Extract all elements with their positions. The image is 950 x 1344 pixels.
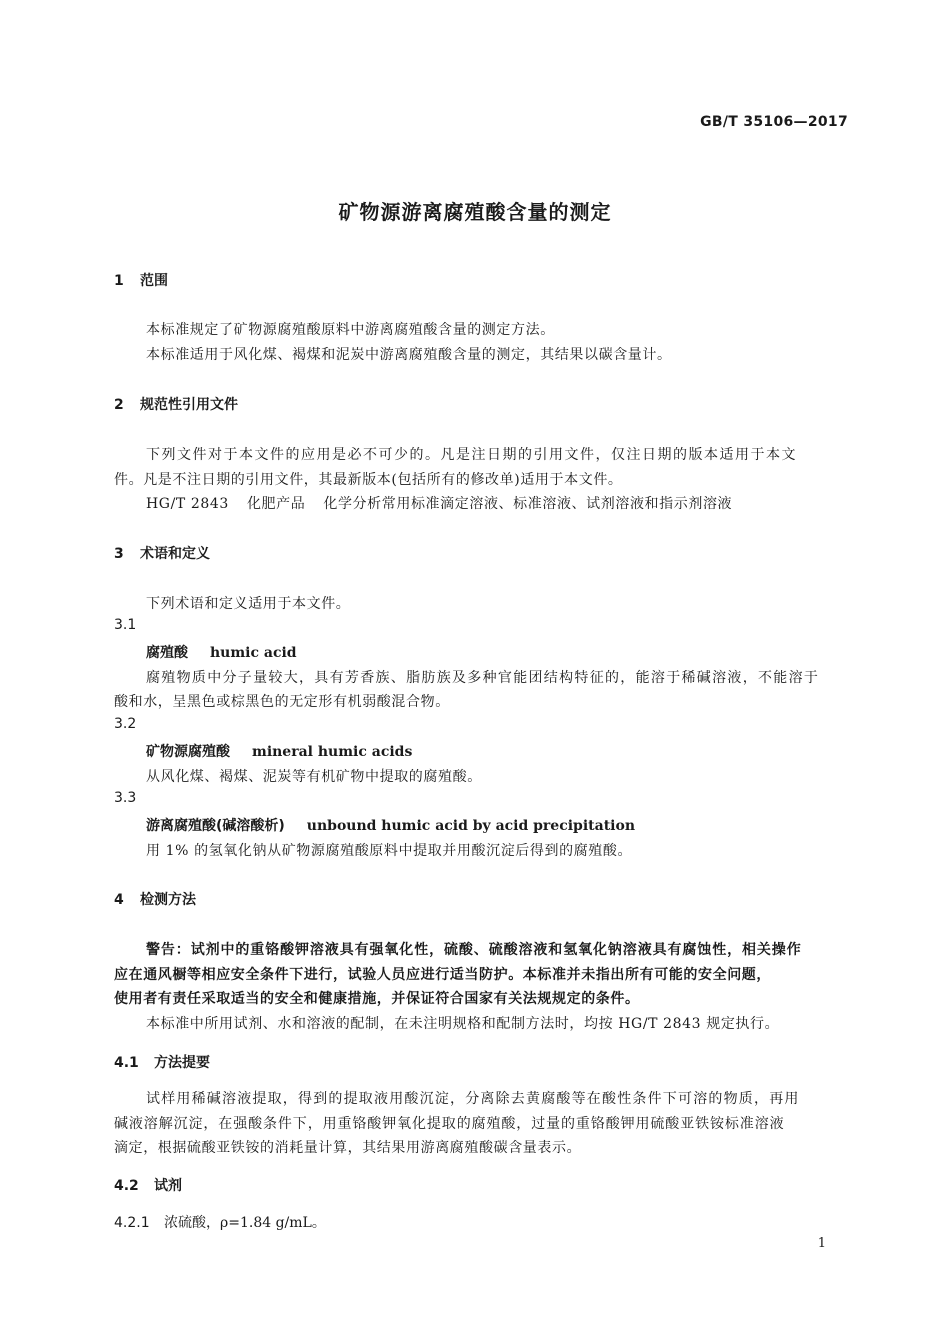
term-number: 3.1 [114, 617, 137, 633]
term-heading [146, 642, 297, 662]
definition-line: 腐殖物质中分子量较大，具有芳香族、脂肪族及多种官能团结构特征的，能溶于稀碱溶液，不能溶于 [146, 670, 820, 686]
term-en: humic acid [210, 645, 297, 661]
section-number: 4 [114, 892, 124, 908]
term-heading [146, 815, 635, 835]
subsection-title: 方法提要 [154, 1055, 210, 1071]
warning-line: 使用者有责任采取适当的安全和健康措施，并保证符合国家有关法规规定的条件。 [114, 991, 640, 1007]
section-title: 范围 [140, 273, 168, 289]
section-2-heading [114, 394, 238, 414]
clause-text: 浓硫酸，ρ=1.84 g/mL。 [164, 1215, 326, 1231]
section-title: 检测方法 [140, 892, 196, 908]
reference-code: HG/T 2843 [146, 496, 229, 512]
term-number: 3.3 [114, 790, 137, 806]
term-en: unbound humic acid by acid precipitation [306, 818, 636, 834]
term-heading [146, 741, 412, 761]
paragraph: 本标准规定了矿物源腐殖酸原料中游离腐殖酸含量的测定方法。 [146, 322, 555, 338]
definition-line: 酸和水，呈黑色或棕黑色的无定形有机弱酸混合物。 [114, 694, 450, 710]
paragraph: 下列术语和定义适用于本文件。 [146, 596, 351, 612]
standard-number: GB/T 35106—2017 [700, 114, 848, 130]
warning-line: 应在通风橱等相应安全条件下进行，试验人员应进行适当防护。本标准并未指出所有可能的安全问题， [114, 967, 771, 983]
definition: 从风化煤、褐煤、泥炭等有机矿物中提取的腐殖酸。 [146, 769, 482, 785]
document-title: 矿物源游离腐殖酸含量的测定 [338, 200, 612, 224]
subsection-number: 4.1 [114, 1055, 139, 1071]
paragraph: 本标准适用于风化煤、褐煤和泥炭中游离腐殖酸含量的测定，其结果以碳含量计。 [146, 347, 672, 363]
subsection-number: 4.2 [114, 1178, 139, 1194]
section-number: 2 [114, 397, 124, 413]
clause-number: 4.2.1 [114, 1215, 150, 1231]
paragraph-line: 试样用稀碱溶液提取，得到的提取液用酸沉淀，分离除去黄腐酸等在酸性条件下可溶的物质，再用 [146, 1091, 800, 1107]
section-number: 1 [114, 273, 124, 289]
section-1-heading [114, 270, 168, 290]
paragraph-line: 滴定，根据硫酸亚铁铵的消耗量计算，其结果用游离腐殖酸碳含量表示。 [114, 1140, 582, 1156]
section-3-heading [114, 543, 210, 563]
page-number: 1 [817, 1236, 826, 1251]
warning-line: 警告：试剂中的重铬酸钾溶液具有强氧化性，硫酸、硫酸溶液和氢氧化钠溶液具有腐蚀性，相关操作 [146, 942, 802, 958]
paragraph-line: 碱液溶解沉淀，在强酸条件下，用重铬酸钾氧化提取的腐殖酸，过量的重铬酸钾用硫酸亚铁铵标准溶液 [114, 1116, 785, 1132]
term-zh: 矿物源腐殖酸 [146, 744, 230, 760]
clause-4-2-1 [114, 1212, 326, 1232]
reference-title-part: 化学分析常用标准滴定溶液、标准溶液、试剂溶液和指示剂溶液 [323, 496, 733, 512]
section-title: 术语和定义 [140, 546, 210, 562]
section-number: 3 [114, 546, 124, 562]
subsection-4-2-heading [114, 1175, 182, 1195]
paragraph-line: 下列文件对于本文件的应用是必不可少的。凡是注日期的引用文件，仅注日期的版本适用于本文 [146, 447, 797, 463]
section-title: 规范性引用文件 [140, 397, 238, 413]
paragraph-line: 件。凡是不注日期的引用文件，其最新版本(包括所有的修改单)适用于本文件。 [114, 472, 623, 488]
term-zh: 腐殖酸 [146, 645, 188, 661]
term-number: 3.2 [114, 716, 137, 732]
definition: 用 1% 的氢氧化钠从矿物源腐殖酸原料中提取并用酸沉淀后得到的腐殖酸。 [146, 843, 633, 859]
subsection-title: 试剂 [154, 1178, 182, 1194]
term-zh: 游离腐殖酸(碱溶酸析) [146, 818, 285, 834]
subsection-4-1-heading [114, 1052, 210, 1072]
paragraph: 本标准中所用试剂、水和溶液的配制，在未注明规格和配制方法时，均按 HG/T 2843 规定执行。 [146, 1016, 780, 1032]
normative-reference [146, 493, 732, 513]
section-4-heading [114, 889, 196, 909]
term-en: mineral humic acids [252, 744, 413, 760]
reference-title-part: 化肥产品 [246, 496, 306, 512]
